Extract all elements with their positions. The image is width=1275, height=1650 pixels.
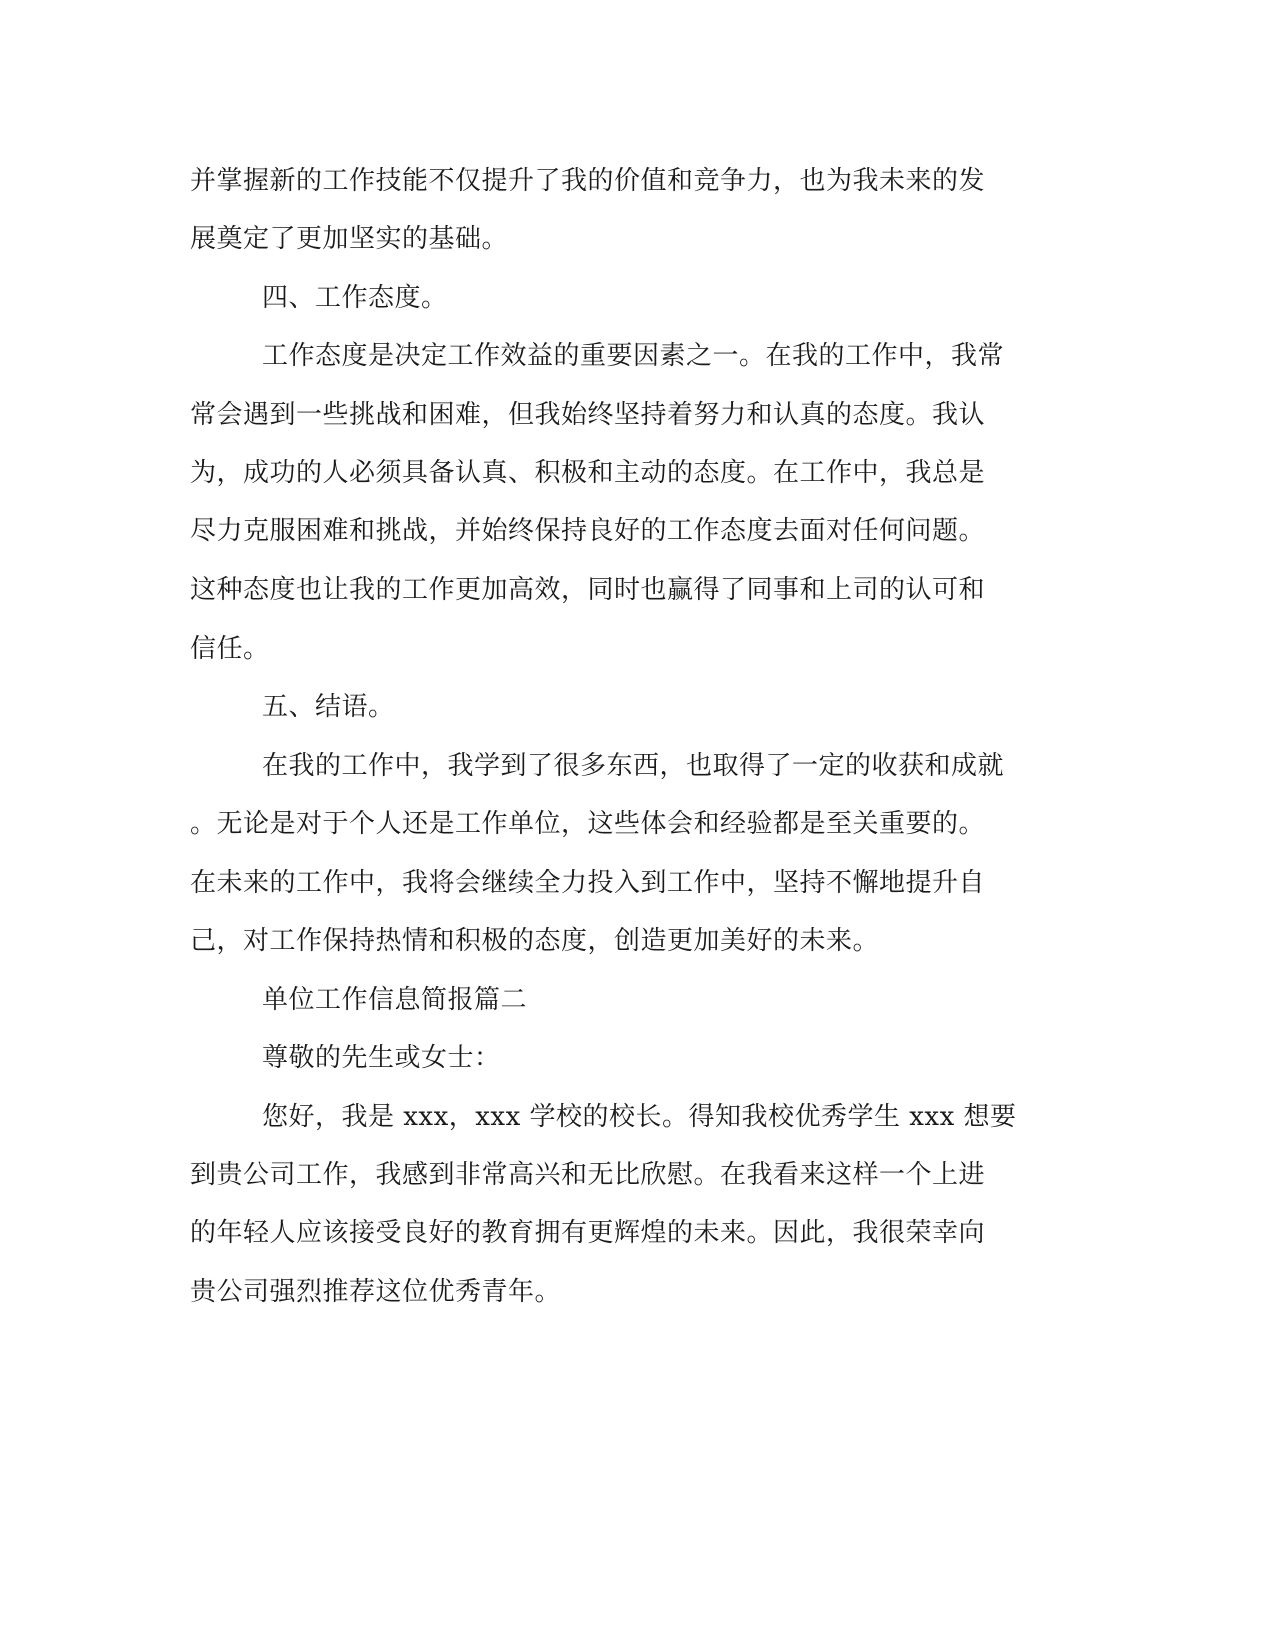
text-line: 到贵公司工作，我感到非常高兴和无比欣慰。在我看来这样一个上进 bbox=[190, 1160, 986, 1190]
section-heading: 四、工作态度。 bbox=[262, 283, 448, 313]
salutation: 尊敬的先生或女士： bbox=[262, 1043, 501, 1073]
text-line: 这种态度也让我的工作更加高效，同时也赢得了同事和上司的认可和 bbox=[190, 575, 986, 605]
text-line: 贵公司强烈推荐这位优秀青年。 bbox=[190, 1277, 562, 1307]
section-title: 单位工作信息简报篇二 bbox=[262, 985, 528, 1015]
text-line: 为，成功的人必须具备认真、积极和主动的态度。在工作中，我总是 bbox=[190, 458, 986, 488]
text-line: 并掌握新的工作技能不仅提升了我的价值和竞争力，也为我未来的发 bbox=[190, 166, 986, 196]
text-line: 在我的工作中，我学到了很多东西，也取得了一定的收获和成就 bbox=[262, 751, 1005, 781]
text-line: 信任。 bbox=[190, 634, 270, 664]
text-line: 您好，我是 xxx，xxx 学校的校长。得知我校优秀学生 xxx 想要 bbox=[262, 1102, 1017, 1132]
text-line: 在未来的工作中，我将会继续全力投入到工作中，坚持不懈地提升自 bbox=[190, 868, 986, 898]
text-line: 工作态度是决定工作效益的重要因素之一。在我的工作中，我常 bbox=[262, 341, 1005, 371]
text-line: 常会遇到一些挑战和困难，但我始终坚持着努力和认真的态度。我认 bbox=[190, 400, 986, 430]
text-line: 展奠定了更加坚实的基础。 bbox=[190, 224, 509, 254]
text-line: 。无论是对于个人还是工作单位，这些体会和经验都是至关重要的。 bbox=[190, 809, 986, 839]
text-line: 的年轻人应该接受良好的教育拥有更辉煌的未来。因此，我很荣幸向 bbox=[190, 1218, 986, 1248]
text-line: 尽力克服困难和挑战，并始终保持良好的工作态度去面对任何问题。 bbox=[190, 516, 986, 546]
text-line: 己，对工作保持热情和积极的态度，创造更加美好的未来。 bbox=[190, 926, 880, 956]
section-heading: 五、结语。 bbox=[262, 692, 395, 722]
